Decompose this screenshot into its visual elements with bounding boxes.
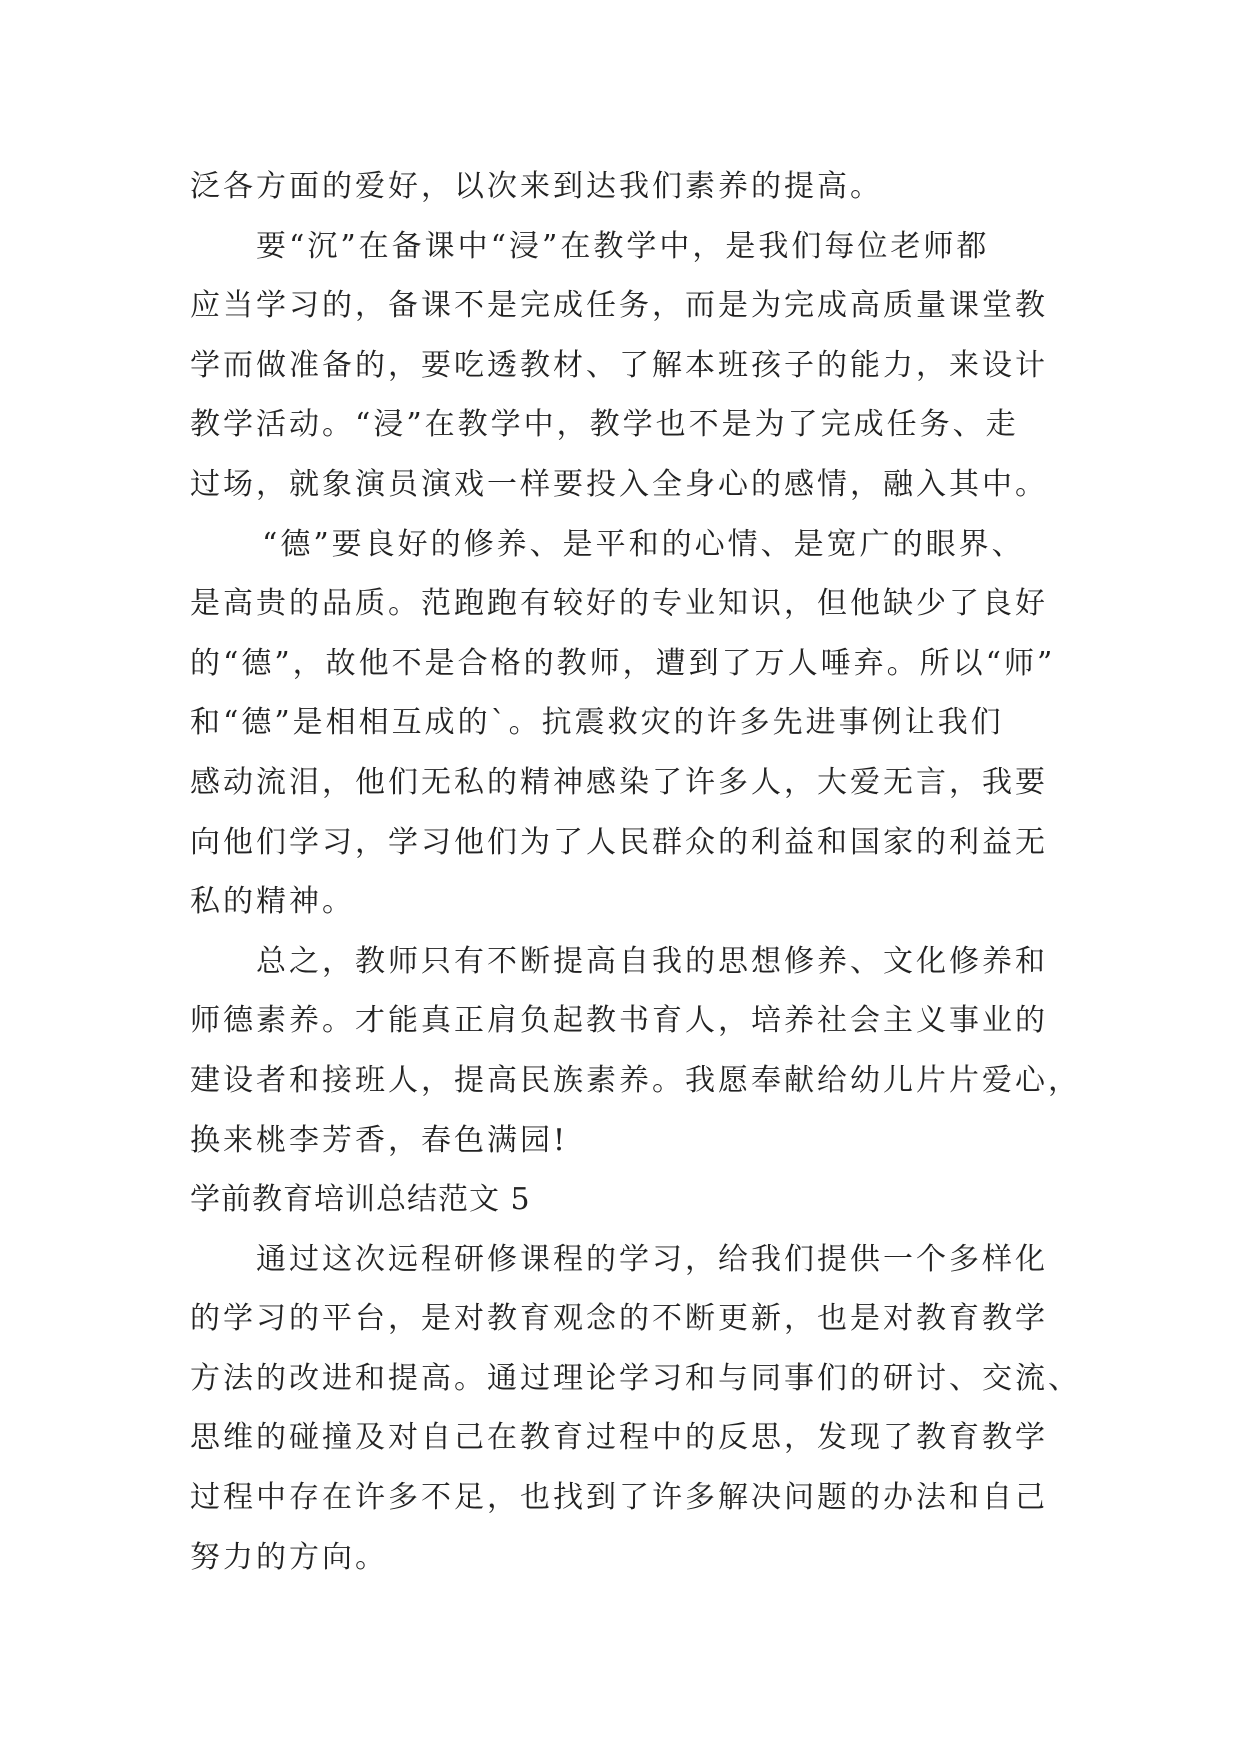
paragraph-line: 教学活动。“浸”在教学中，教学也不是为了完成任务、走 <box>190 407 1019 443</box>
paragraph-line: 思维的碰撞及对自己在教育过程中的反思，发现了教育教学 <box>190 1420 1048 1456</box>
paragraph-line: 师德素养。才能真正肩负起教书育人，培养社会主义事业的 <box>190 1003 1048 1039</box>
paragraph-line: 向他们学习，学习他们为了人民群众的利益和国家的利益无 <box>190 824 1048 860</box>
paragraph-line: 的“德”，故他不是合格的教师，遭到了万人唾弃。所以“师” <box>190 645 1056 681</box>
paragraph-line: 的学习的平台，是对教育观念的不断更新，也是对教育教学 <box>190 1301 1048 1337</box>
paragraph-line: 学而做准备的，要吃透教材、了解本班孩子的能力，来设计 <box>190 347 1048 383</box>
document-body <box>190 157 1081 1587</box>
paragraph-line: 通过这次远程研修课程的学习，给我们提供一个多样化 <box>256 1241 1048 1277</box>
paragraph-line: 建设者和接班人，提高民族素养。我愿奉献给幼儿片片爱心， <box>190 1062 1081 1098</box>
paragraph-line: 泛各方面的爱好，以次来到达我们素养的提高。 <box>190 169 883 204</box>
paragraph-line: 私的精神。 <box>190 884 355 920</box>
paragraph-line: 要“沉”在备课中“浸”在教学中，是我们每位老师都 <box>256 228 990 264</box>
paragraph-line: 总之，教师只有不断提高自我的思想修养、文化修养和 <box>256 943 1048 979</box>
paragraph-line: 应当学习的，备课不是完成任务，而是为完成高质量课堂教 <box>190 288 1048 324</box>
paragraph-line: 感动流泪，他们无私的精神感染了许多人，大爱无言，我要 <box>190 764 1048 800</box>
paragraph-line: 方法的改进和提高。通过理论学习和与同事们的研讨、交流、 <box>190 1360 1081 1396</box>
section-heading: 学前教育培训总结范文 5 <box>190 1182 531 1218</box>
paragraph-line: 是高贵的品质。范跑跑有较好的专业知识，但他缺少了良好 <box>190 586 1048 622</box>
paragraph-line: 过程中存在许多不足，也找到了许多解决问题的办法和自己 <box>190 1480 1048 1516</box>
paragraph-line: 过场，就象演员演戏一样要投入全身心的感情，融入其中。 <box>190 466 1048 502</box>
paragraph-line: 努力的方向。 <box>190 1539 388 1575</box>
paragraph-line: “德”要良好的修养、是平和的心情、是宽广的眼界、 <box>262 526 1025 562</box>
paragraph-line: 和“德”是相相互成的`。抗震救灾的许多先进事例让我们 <box>190 705 1004 741</box>
paragraph-line: 换来桃李芳香，春色满园! <box>190 1122 569 1158</box>
